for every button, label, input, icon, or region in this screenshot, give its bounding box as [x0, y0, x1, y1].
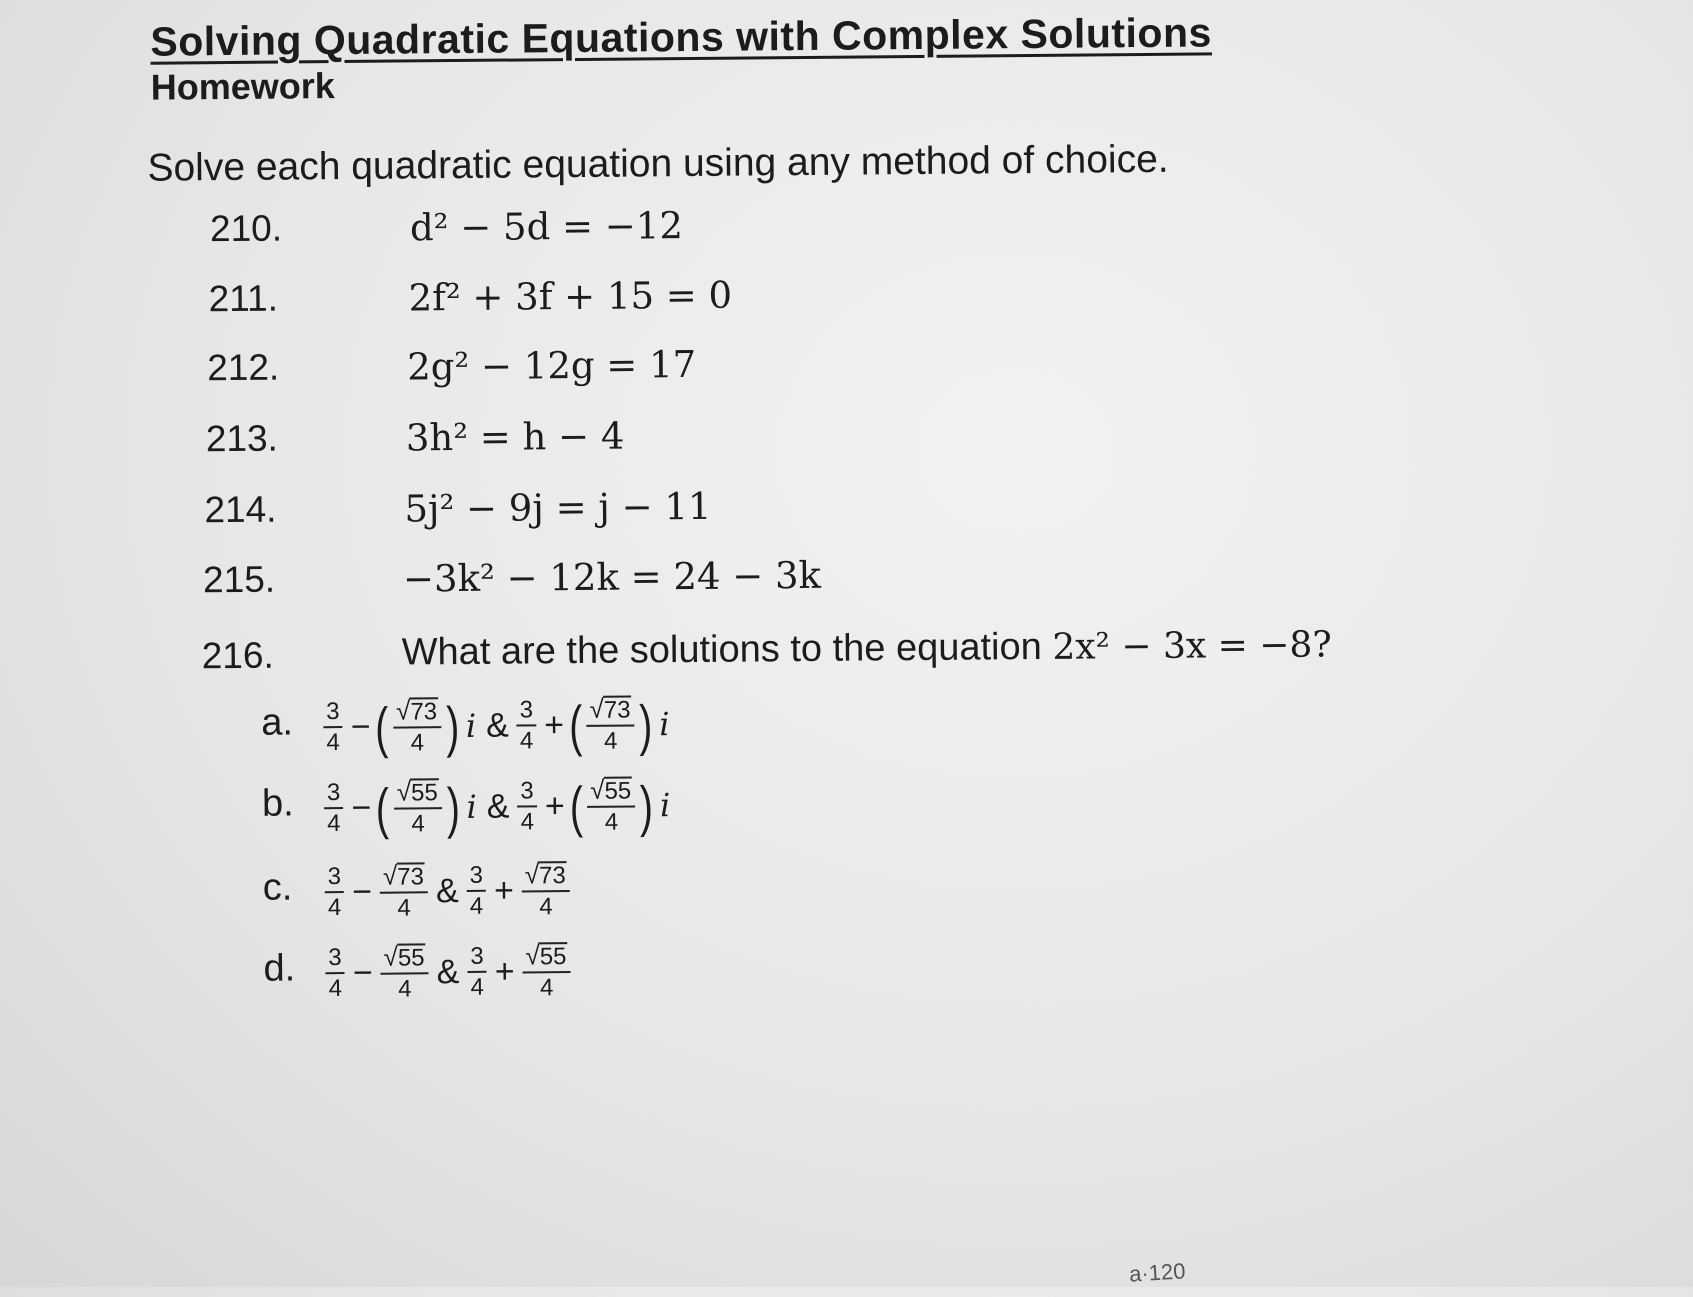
left-paren: (: [569, 774, 583, 838]
problem-213: [206, 405, 1693, 478]
ampersand: &: [436, 952, 460, 991]
fraction: $\frac{3}{4}$: [466, 863, 486, 920]
right-paren: ): [639, 773, 654, 837]
minus-sign: −: [352, 953, 373, 992]
choice-label: b.: [261, 782, 294, 825]
choice-expression: [321, 931, 575, 1013]
question-text: [402, 623, 1332, 674]
problem-215: [203, 546, 1693, 619]
problem-number: 212.: [207, 346, 280, 389]
problem-number: 214.: [204, 488, 277, 531]
ampersand: &: [435, 871, 459, 910]
choice-label: d.: [263, 947, 296, 990]
choice-a[interactable]: [261, 682, 962, 768]
ampersand: &: [486, 787, 510, 826]
worksheet-subtitle: Homework: [150, 65, 335, 108]
left-paren: (: [568, 693, 583, 757]
problem-214: [204, 476, 1693, 549]
imaginary-unit: i: [659, 705, 670, 744]
plus-sign: +: [494, 952, 515, 991]
choice-expression: [320, 850, 574, 932]
problem-number: 215.: [202, 558, 276, 601]
choice-b[interactable]: [262, 763, 963, 849]
problem-equation: −3k² − 12k = 24 − 3k: [402, 553, 822, 601]
question-number: 216.: [201, 634, 274, 677]
plus-sign: +: [543, 705, 565, 744]
fraction: $\frac{3}{4}$: [517, 697, 537, 754]
problem-211: [208, 265, 1693, 338]
choice-expression: [320, 765, 677, 848]
choice-expression: [319, 684, 676, 767]
minus-sign: −: [351, 788, 372, 827]
worksheet-title: Solving Quadratic Equations with Complex Solutions: [150, 9, 1213, 65]
imaginary-unit: i: [659, 786, 671, 825]
radical-fraction: √ 55 4: [394, 778, 442, 837]
choice-d[interactable]: [263, 928, 964, 1014]
plus-sign: +: [544, 786, 565, 825]
right-paren: ): [639, 692, 653, 756]
right-paren: ): [446, 775, 461, 839]
problem-number: 213.: [205, 417, 279, 460]
fraction: $\frac{3}{4}$: [517, 778, 537, 835]
question-prompt: What are the solutions to the equation: [401, 625, 1042, 674]
minus-sign: −: [351, 872, 373, 911]
problem-210: [210, 195, 1693, 268]
problem-number: 210.: [209, 207, 283, 250]
choice-label: a.: [261, 701, 294, 744]
problem-equation: d² − 5d = −12: [409, 204, 684, 250]
left-paren: (: [375, 695, 389, 759]
radical-fraction: √ 73 4: [380, 862, 428, 921]
instructions: Solve each quadratic equation using any method of choice.: [147, 137, 1169, 190]
imaginary-unit: i: [465, 706, 477, 745]
right-paren: ): [445, 694, 460, 758]
choice-label: c.: [262, 866, 293, 909]
choice-c[interactable]: [262, 847, 963, 933]
imaginary-unit: i: [466, 787, 477, 826]
problem-equation: 2g² − 12g = 17: [407, 342, 697, 389]
problem-equation: 5j² − 9j = j − 11: [404, 484, 712, 531]
problem-equation: 3h² = h − 4: [405, 414, 625, 460]
fraction: $\frac{3}{4}$: [324, 780, 344, 837]
problem-212: [207, 334, 1693, 407]
fraction: $\frac{3}{4}$: [323, 699, 343, 756]
question-equation: 2x² − 3x = −8?: [1052, 624, 1332, 668]
radical-fraction: √ 73 4: [393, 697, 441, 756]
problem-number: 211.: [208, 277, 279, 320]
left-paren: (: [375, 776, 390, 840]
fraction: $\frac{3}{4}$: [467, 944, 487, 1001]
radical-fraction: √ 73 4: [522, 861, 570, 920]
fraction: $\frac{3}{4}$: [325, 945, 345, 1002]
problem-equation: 2f² + 3f + 15 = 0: [408, 273, 733, 320]
minus-sign: −: [350, 707, 371, 746]
page-footnote: a·120: [1128, 1258, 1187, 1287]
radical-fraction: √ 55 4: [587, 776, 635, 835]
radical-fraction: √ 55 4: [522, 942, 570, 1001]
ampersand: &: [485, 706, 509, 745]
plus-sign: +: [493, 871, 515, 910]
radical-fraction: √ 55 4: [380, 943, 428, 1002]
fraction: $\frac{3}{4}$: [325, 864, 345, 921]
radical-fraction: √ 73 4: [586, 695, 634, 754]
